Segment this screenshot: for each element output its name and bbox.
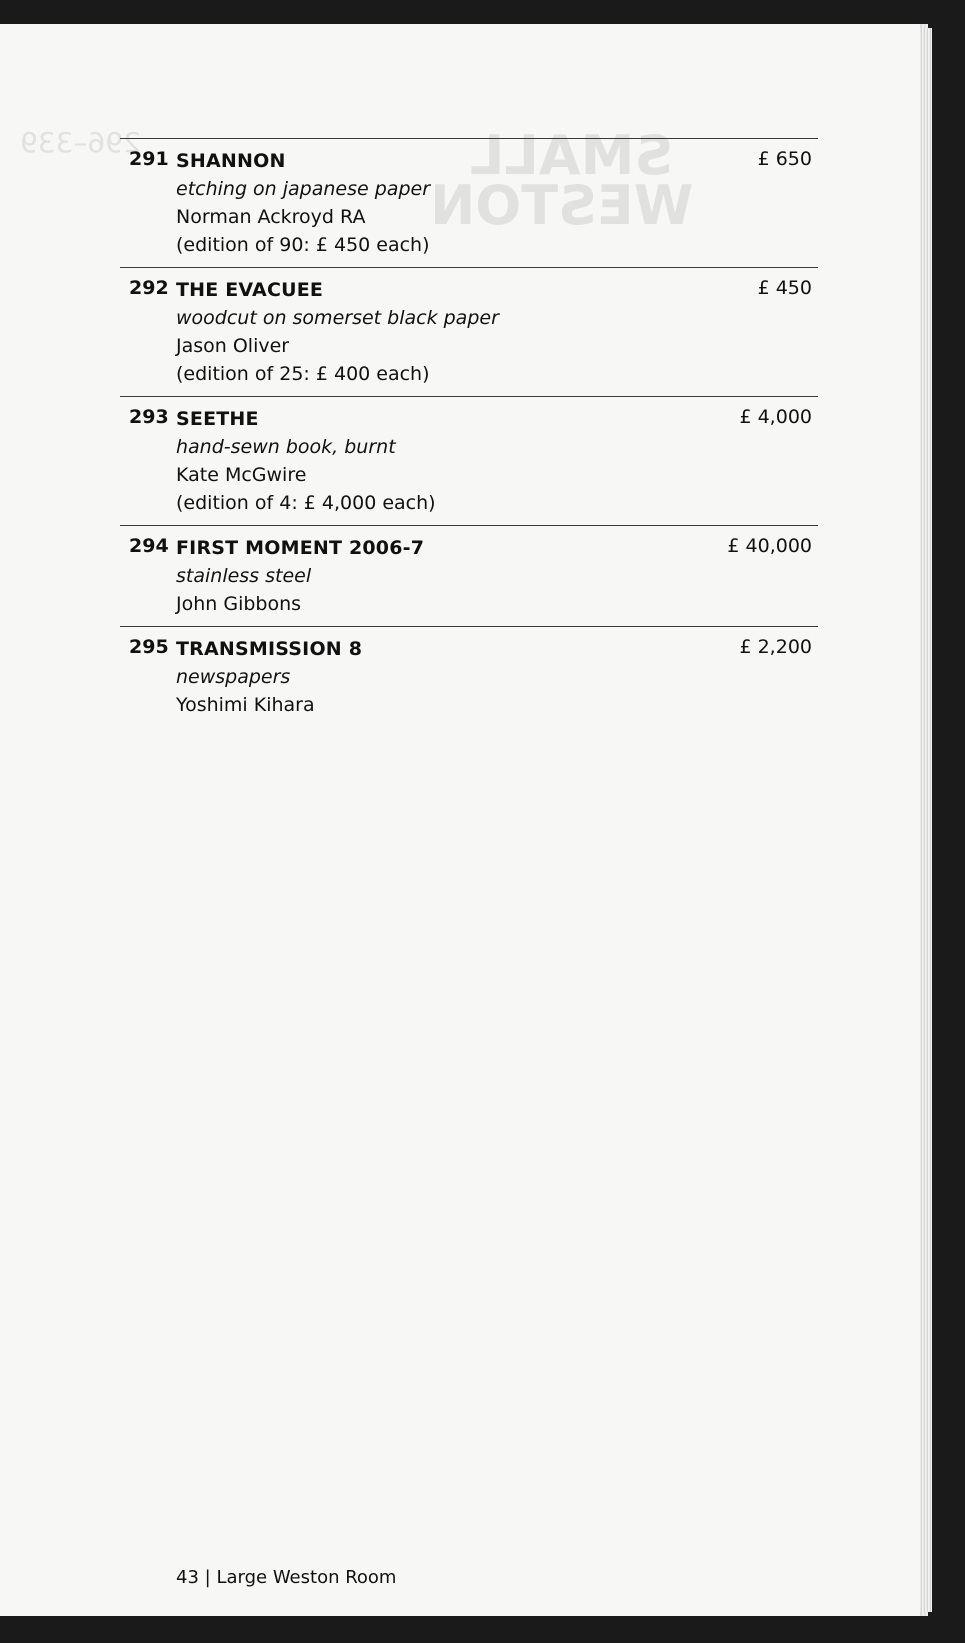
artwork-price: £ 4,000 (739, 406, 812, 428)
artwork-entry-295 (120, 626, 818, 727)
artwork-artist: John Gibbons (176, 593, 302, 615)
page-number: 43 (176, 1567, 199, 1588)
artwork-title: SEETHE (176, 408, 259, 430)
lot-number: 293 (129, 406, 169, 428)
artwork-edition: (edition of 4: £ 4,000 each) (176, 492, 436, 514)
artwork-artist: Jason Oliver (176, 335, 290, 357)
artwork-title: SHANNON (176, 150, 286, 172)
footer-separator: | (204, 1567, 211, 1588)
artwork-title: THE EVACUEE (176, 279, 324, 301)
artwork-entry-292 (120, 267, 818, 396)
show-through-text: SMALL (470, 124, 674, 187)
artwork-artist: Kate McGwire (176, 464, 307, 486)
artwork-medium: hand-sewn book, burnt (176, 436, 396, 458)
artwork-list (120, 138, 818, 727)
page-edge (920, 28, 932, 1612)
artwork-title: FIRST MOMENT 2006-7 (176, 537, 425, 559)
artwork-medium: woodcut on somerset black paper (176, 307, 499, 329)
artwork-medium: etching on japanese paper (176, 178, 431, 200)
artwork-entry-294 (120, 525, 818, 626)
artwork-price: £ 40,000 (727, 535, 812, 557)
artwork-title: TRANSMISSION 8 (176, 638, 363, 660)
lot-number: 295 (129, 636, 169, 658)
artwork-price: £ 2,200 (739, 636, 812, 658)
artwork-price: £ 650 (757, 148, 812, 170)
artwork-entry-291 (120, 138, 818, 267)
artwork-artist: Norman Ackroyd RA (176, 206, 366, 228)
artwork-medium: newspapers (176, 666, 291, 688)
artwork-medium: stainless steel (176, 565, 312, 587)
lot-number: 291 (129, 148, 169, 170)
page-footer (176, 1567, 396, 1588)
lot-number: 294 (129, 535, 169, 557)
artwork-edition: (edition of 90: £ 450 each) (176, 234, 430, 256)
room-name: Large Weston Room (216, 1567, 397, 1588)
artwork-artist: Yoshimi Kihara (176, 694, 315, 716)
artwork-price: £ 450 (757, 277, 812, 299)
show-through-text: WESTON (430, 174, 694, 237)
artwork-edition: (edition of 25: £ 400 each) (176, 363, 430, 385)
catalogue-page (0, 24, 920, 1616)
show-through-text: 296–339 (20, 126, 141, 159)
lot-number: 292 (129, 277, 169, 299)
artwork-entry-293 (120, 396, 818, 525)
